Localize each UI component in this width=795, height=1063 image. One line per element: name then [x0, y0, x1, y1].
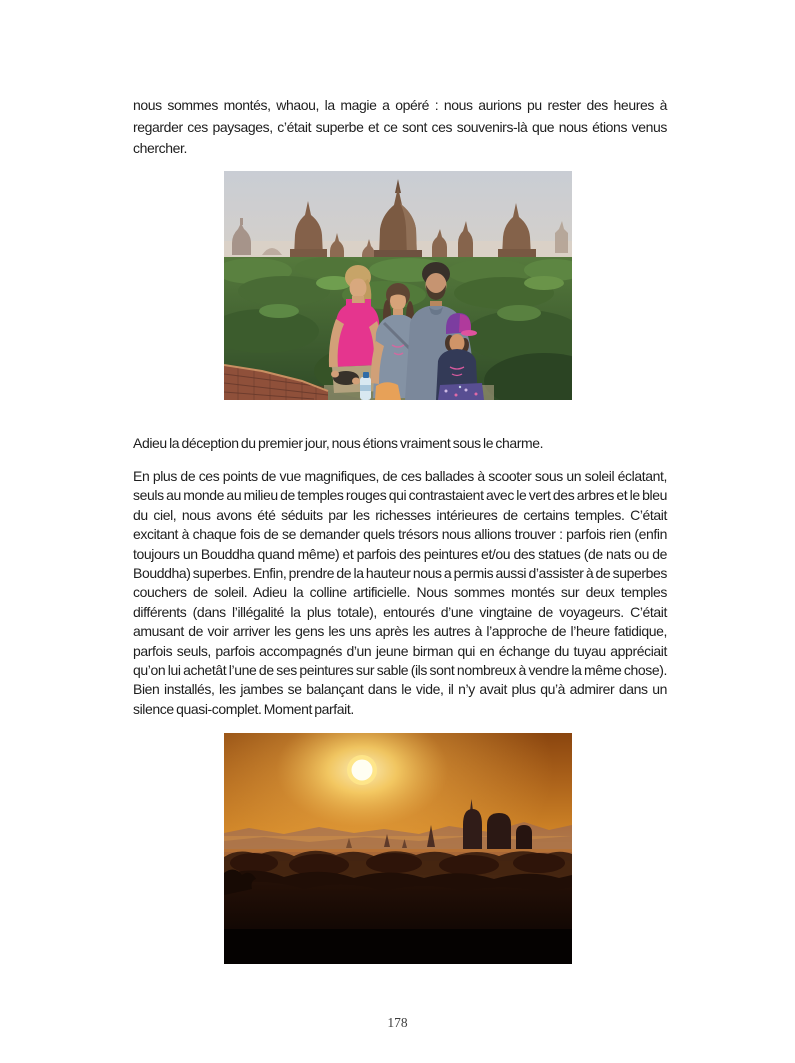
paragraph-charme: Adieu la déception du premier jour, nous étions vraiment sous le charme. [133, 435, 544, 451]
family-temples-illustration [224, 171, 572, 400]
paragraph-temples-details: En plus de ces points de vue magnifiques, de ces ballades à scooter sous un soleil éclatant, seuls au monde au milieu de temples rouges qui contrastaient avec le vert des arbres et le bleu du ciel, nous avons été séduits par les richesses intérieures de certains temples. C’était excitant à chaque fois de se demander quels trésors nous allions trouver : parfois rien (enfin toujours un Bouddha quand même) et parfois des peintures et/ou des statues (de nats ou de Bouddha) superbes. Enfin, prendre de la hauteur nous a permis aussi d’assister à de superbes couchers de soleil. Adieu la colline artificielle. Nous sommes montés sur deux temples différents (dans l’illégalité la plus totale), entourés d’une vingtaine de voyageurs. C’était amusant de voir arriver les gens les uns après les autres à l’approche de l’heure fatidique, parfois seuls, parfois accompagnés d’un jeune birman qui en échange du tuyau appréciait qu’on lui achetât l’une de ses peintures sur sable (ils sont nombreux à vendre la même chose). Bien installés, les jambes se balançant dans le vide, il n’y avait plus qu’à admirer dans un silence quasi-complet. Moment parfait. [133, 468, 667, 717]
family-temples-photo [224, 171, 572, 400]
sunset-illustration [224, 733, 572, 964]
page-number: 178 [387, 1015, 408, 1030]
sunset-photo [224, 733, 572, 964]
orange-bag [375, 382, 401, 400]
paragraph-continuation: nous sommes montés, whaou, la magie a opéré : nous aurions pu rester des heures à regarder ces paysages, c’était superbe et ce sont ces souvenirs-là que nous étions venus chercher. [133, 97, 667, 157]
sun [347, 755, 377, 785]
